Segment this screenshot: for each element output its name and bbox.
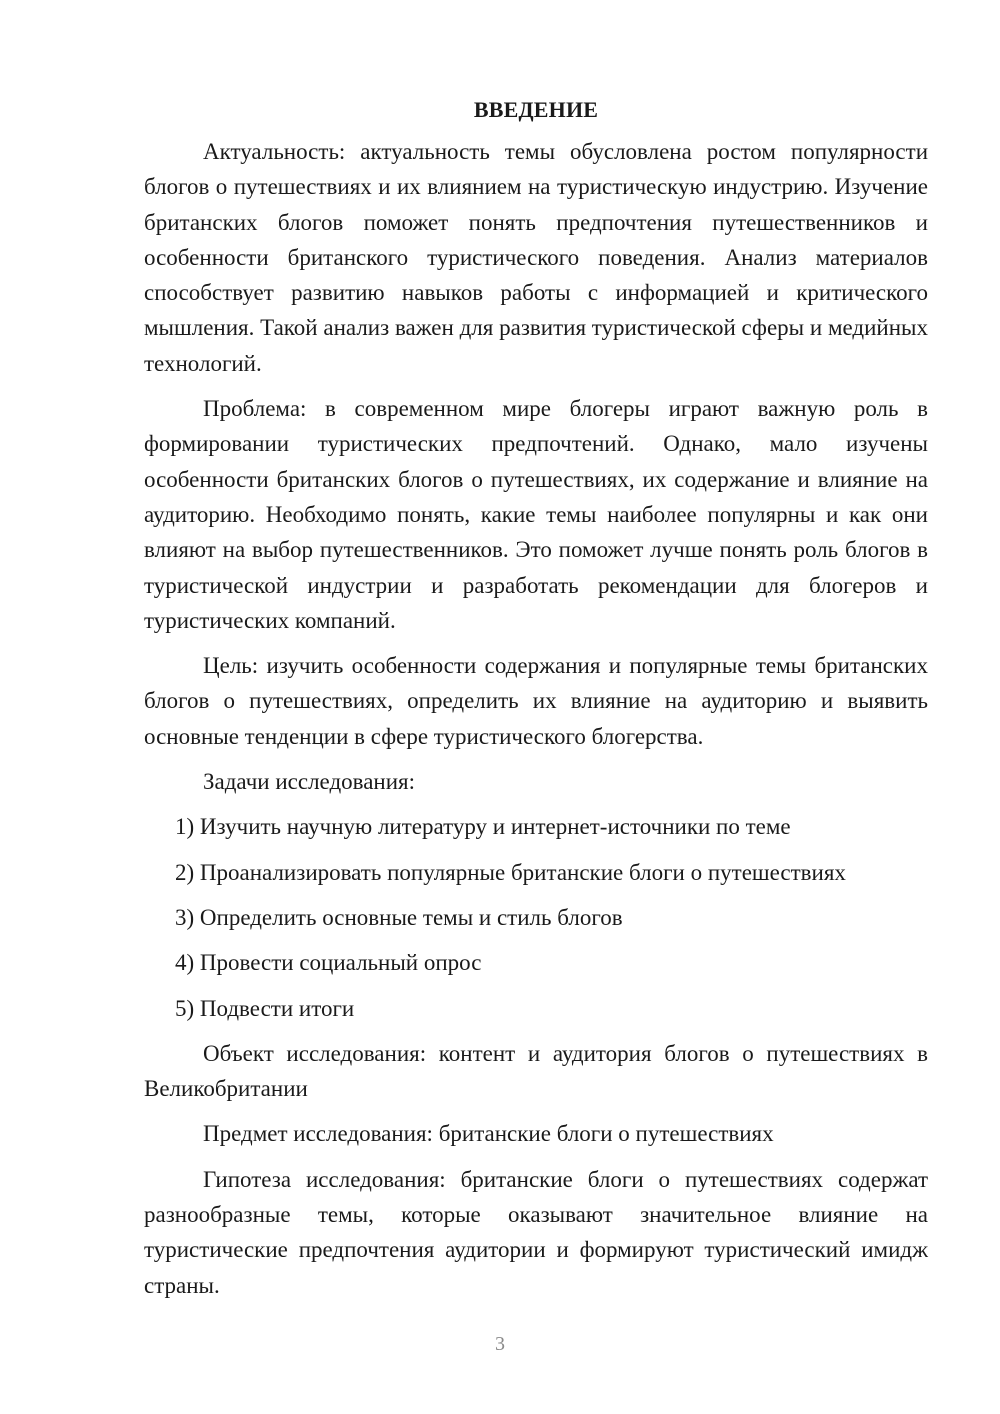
paragraph-goal: Цель: изучить особенности содержания и популярные темы британских блогов о путешествиях, определить их влияние на аудиторию и выявить основные тенденции в сфере туристического блогерства.	[144, 653, 928, 749]
list-item: 2) Проанализировать популярные британские блоги о путешествиях	[175, 859, 846, 885]
paragraph-object: Объект исследования: контент и аудитория блогов о путешествиях в Великобритании	[144, 1040, 928, 1102]
paragraph-problem: Проблема: в современном мире блогеры играют важную роль в формировании туристических предпочтений. Однако, мало изучены особенности британских блогов о путешествиях, их содержание и влияние на аудиторию. Необходимо понять, какие темы наиболее популярны и как они влияют на выбор путешественников. Это поможет лучше понять роль блогов в туристической индустрии и разработать рекомендации для блогеров и туристических компаний.	[144, 396, 928, 633]
list-item: 5) Подвести итоги	[175, 995, 355, 1021]
list-item: 1) Изучить научную литературу и интернет-источники по теме	[175, 814, 791, 840]
paragraph-hypothesis: Гипотеза исследования: британские блоги о путешествиях содержат разнообразные темы, которые оказывают значительное влияние на туристические предпочтения аудитории и формируют туристический имидж страны.	[144, 1166, 928, 1298]
document-page	[144, 92, 928, 1313]
paragraph-relevance: Актуальность: актуальность темы обусловлена ростом популярности блогов о путешествиях и их влиянием на туристическую индустрию. Изучение британских блогов поможет понять предпочтения путешественников и особенности британского туристического поведения. Анализ материалов способствует развитию навыков работы с информацией и критического мышления. Такой анализ важен для развития туристической сферы и медийных технологий.	[144, 139, 928, 376]
page-title: ВВЕДЕНИЕ	[473, 97, 599, 122]
page-number: 3	[495, 1333, 505, 1355]
tasks-list	[144, 809, 928, 1025]
paragraph-tasks-heading: Задачи исследования:	[203, 769, 416, 795]
list-item: 3) Определить основные темы и стиль блогов	[175, 904, 623, 930]
list-item: 4) Провести социальный опрос	[175, 950, 482, 976]
paragraph-subject: Предмет исследования: британские блоги о путешествиях	[203, 1121, 774, 1147]
